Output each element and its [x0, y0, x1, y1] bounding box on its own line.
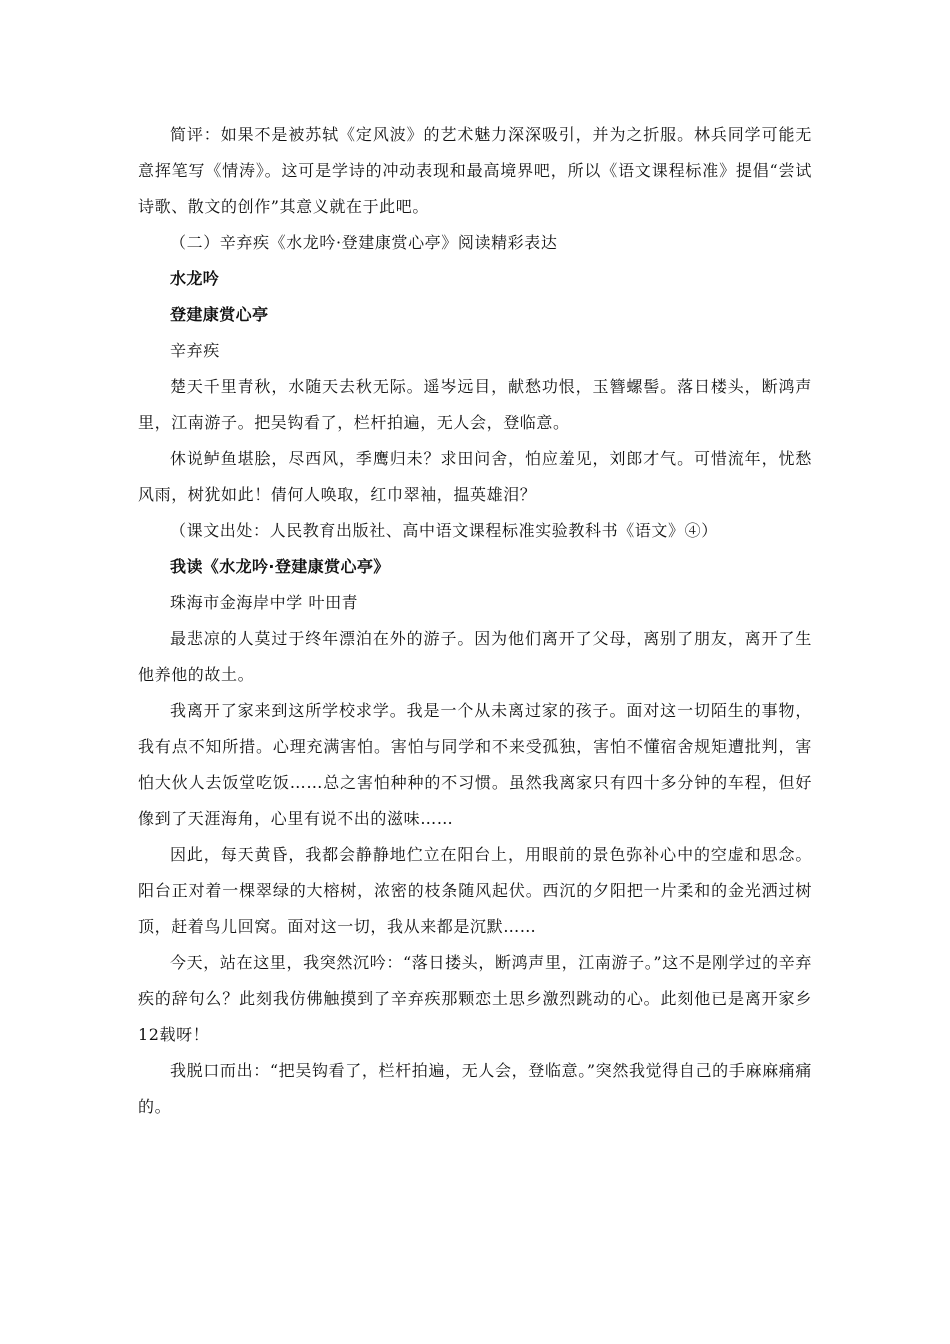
- section-title: （二）辛弃疾《水龙吟·登建康赏心亭》阅读精彩表达: [170, 233, 558, 252]
- essay-author: 珠海市金海岸中学 叶田青: [170, 593, 359, 612]
- poem-title: 水龙吟: [170, 269, 220, 288]
- essay-paragraph-2: 我离开了家来到这所学校求学。我是一个从未离过家的孩子。面对这一切陌生的事物，我有点不知所措。心理充满害怕。害怕与同学和不来受孤独，害怕不懂宿舍规矩遭批判，害怕大伙人去饭堂吃饭……总之害怕种种的不习惯。虽然我离家只有四十多分钟的车程，但好像到了天涯海角，心里有说不出的滋味……: [138, 701, 812, 828]
- essay-paragraph-5: 我脱口而出：“把吴钩看了，栏杆拍遍，无人会，登临意。”突然我觉得自己的手麻麻痛痛的。: [138, 1061, 812, 1116]
- poem-stanza-2: 休说鲈鱼堪脍，尽西风，季鹰归未？求田问舍，怕应羞见，刘郎才气。可惜流年，忧愁风雨，树犹如此！倩何人唤取，红巾翠袖，揾英雄泪？: [138, 449, 812, 504]
- essay-paragraph-4: 今天，站在这里，我突然沉吟：“落日搂头，断鸿声里，江南游子。”这不是刚学过的辛弃疾的辞句么？此刻我仿佛触摸到了辛弃疾那颗恋土思乡激烈跳动的心。此刻他已是离开家乡12载呀！: [138, 953, 812, 1044]
- source-note: （课文出处：人民教育出版社、高中语文课程标准实验教科书《语文》④）: [170, 521, 718, 540]
- essay-paragraph-3: 因此，每天黄昏，我都会静静地伫立在阳台上，用眼前的景色弥补心中的空虚和思念。阳台正对着一棵翠绿的大榕树，浓密的枝条随风起伏。西沉的夕阳把一片柔和的金光洒过树顶，赶着鸟儿回窝。面对这一切，我从来都是沉默……: [138, 845, 812, 936]
- document-body: [138, 117, 812, 1125]
- poem-author: 辛弃疾: [170, 341, 220, 360]
- essay-paragraph-1: 最悲凉的人莫过于终年漂泊在外的游子。因为他们离开了父母，离别了朋友，离开了生他养他的故土。: [138, 629, 812, 684]
- review-paragraph: 简评：如果不是被苏轼《定风波》的艺术魅力深深吸引，并为之折服。林兵同学可能无意挥笔写《情涛》。这可是学诗的冲动表现和最高境界吧，所以《语文课程标准》提倡“尝试诗歌、散文的创作”其意义就在于此吧。: [138, 125, 812, 216]
- poem-stanza-1: 楚天千里青秋，水随天去秋无际。遥岑远目，献愁功恨，玉簪螺髻。落日楼头，断鸿声里，江南游子。把吴钩看了，栏杆拍遍，无人会，登临意。: [138, 377, 812, 432]
- poem-subtitle: 登建康赏心亭: [170, 305, 269, 324]
- essay-title: 我读《水龙吟·登建康赏心亭》: [170, 557, 390, 576]
